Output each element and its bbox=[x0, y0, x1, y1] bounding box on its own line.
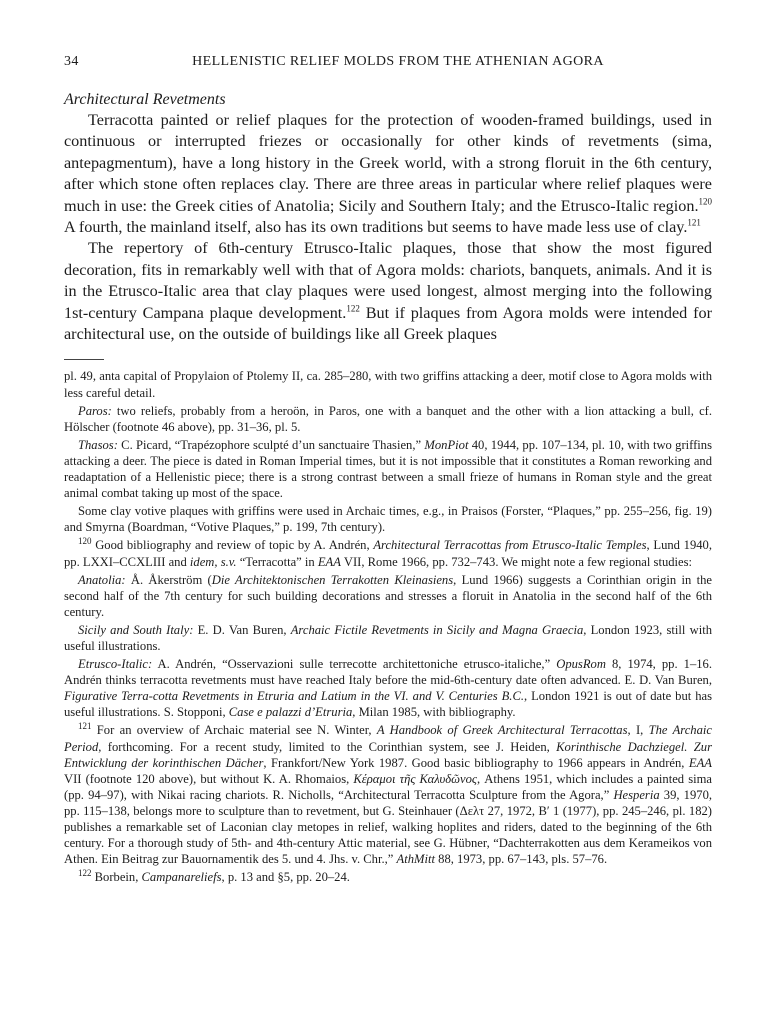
footnote-120: $^{120}$ Good bibliography and review of topic by A. Andrén, Architectural Terracottas from Etrusco-Italic Temples, Lund 1940, pp. LXXI–CCXLIII and idem, s.v. “Terracotta” in EAA VII, Rome 1966, pp. 732–743. We might note a few regional studies: bbox=[64, 536, 712, 569]
footnote-ref-122[interactable]: 122 bbox=[346, 303, 360, 314]
footnote-anatolia: Anatolia: Å. Åkerström (Die Architektonischen Terrakotten Kleinasiens, Lund 1966) suggests a Corinthian origin in the second half of the 7th century for such building decorations and stresses a floruit in Anatolia in the second half of the 6th century. bbox=[64, 572, 712, 619]
footnote-122: $^{122}$ Borbein, Campanareliefs, p. 13 and §5, pp. 20–24. bbox=[78, 868, 350, 885]
footnote-votive: Some clay votive plaques with griffins were used in Archaic times, e.g., in Praisos (Forster, “Plaques,” pp. 255–256, fig. 19) and Smyrna (Boardman, “Votive Plaques,” p. 199, 7th century). bbox=[64, 504, 712, 535]
running-title: HELLENISTIC RELIEF MOLDS FROM THE ATHENIAN AGORA bbox=[192, 54, 604, 69]
body-paragraph-2: The repertory of 6th-century Etrusco-Italic plaques, those that show the most figured decoration, fits in remarkably well with that of Agora molds: chariots, banquets, animals. And it is in the Etrusco-Italic area that clay plaques were used longest, almost merging into the following 1st-century Campana plaque development.$^{122}$ But if plaques from Agora molds were intended for architectural use, on the outside of buildings like all Greek plaques bbox=[64, 239, 712, 344]
footnote-paros: Paros: two reliefs, probably from a heroön, in Paros, one with a banquet and the other with a lion attacking a bull, cf. Hölscher (footnote 46 above), pp. 31–36, pl. 5. bbox=[64, 403, 712, 434]
footnote-ref-120[interactable]: 120 bbox=[698, 196, 712, 207]
footnote-etrusco-italic: Etrusco-Italic: A. Andrén, “Osservazioni sulle terrecotte architettoniche etrusco-italiche,” OpusRom 8, 1974, pp. 1–16. Andrén thinks terracotta revetments must have reached Italy before the mid-6th-century date often advanced. E. D. Van Buren, Figurative Terra-cotta Revetments in Etruria and Latium in the VI. and V. Centuries B.C., London 1921 is out of date but has useful illustrations. S. Stopponi, Case e palazzi d’Etruria, Milan 1985, with bibliography. bbox=[64, 657, 713, 720]
section-title: Architectural Revetments bbox=[64, 91, 226, 108]
footnote-ref-121[interactable]: 121 bbox=[687, 217, 701, 228]
footnote-thasos: Thasos: C. Picard, “Trapézophore sculpté d’un sanctuaire Thasien,” MonPiot 40, 1944, pp. 107–134, pl. 10, with two griffins attacking a deer. The piece is dated in Roman Imperial times, but it is not impossible that it constitutes a Roman reworking and readaptation of a Hellenistic piece; there is a strong contrast between a small frieze of humans in Roman style and the great animal combat taking up most of the space. bbox=[64, 437, 712, 501]
body-paragraph-1: Terracotta painted or relief plaques for the protection of wooden-framed buildings, used in continuous or interrupted friezes or occasionally for other kinds of revetments (sima, antepagmentum), have a long history in the Greek world, with a strong floruit in the 6th century, after which stone often replaces clay. There are three areas in particular where relief plaques were much in use: the Greek cities of Anatolia; Sicily and Southern Italy; and the Etrusco-Italic region.$^{120}$ A fourth, the mainland itself, also has its own traditions but seems to have made less use of clay.$^{121}$ bbox=[64, 111, 712, 237]
page-number: 34 bbox=[64, 54, 79, 69]
footnotes bbox=[64, 368, 712, 885]
page bbox=[64, 54, 712, 887]
footnote-continuation: pl. 49, anta capital of Propylaion of Ptolemy II, ca. 285–280, with two griffins attacking a deer, motif close to Agora molds with less careful detail. bbox=[64, 369, 712, 400]
running-head bbox=[64, 54, 712, 76]
footnote-121: $^{121}$ For an overview of Archaic material see N. Winter, A Handbook of Greek Architectural Terracottas, I, The Archaic Period, forthcoming. For a recent study, limited to the Corinthian system, see J. Heiden, Korinthische Dachziegel. Zur Entwicklung der korinthischen Dächer, Frankfort/New York 1987. Good basic bibliography to 1966 appears in Andrén, EAA VII (footnote 120 above), but without K. A. Rhomaios, Κέραμοι τῆς Καλυδῶνος, Athens 1951, which includes a painted sima (pp. 94–97), with Nikai racing chariots. R. Nicholls, “Architectural Terracotta Sculpture from the Agora,” Hesperia 39, 1970, pp. 115–138, belongs more to sculpture than to revetment, but G. Steinhauer (Δελτ 27, 1972, B′ 1 (1977), pp. 245–246, pl. 182) publishes a remarkable set of Laconian clay metopes in relief, walking hoplites and riders, dated to the beginning of the 6th century. For a thorough study of 5th- and 4th-century Attic material, see G. Hübner, “Dachterrakotten aus dem Kerameikos von Athen. Ein Beitrag zur Bauornamentik des 5. und 4. Jhs. v. Chr.,” AthMitt 88, 1973, pp. 67–143, pls. 57–76. bbox=[64, 721, 713, 867]
footnote-sicily: Sicily and South Italy: E. D. Van Buren, Archaic Fictile Revetments in Sicily and Magna Graecia, London 1923, still with useful illustrations. bbox=[64, 622, 712, 653]
footnote-divider bbox=[64, 359, 104, 360]
